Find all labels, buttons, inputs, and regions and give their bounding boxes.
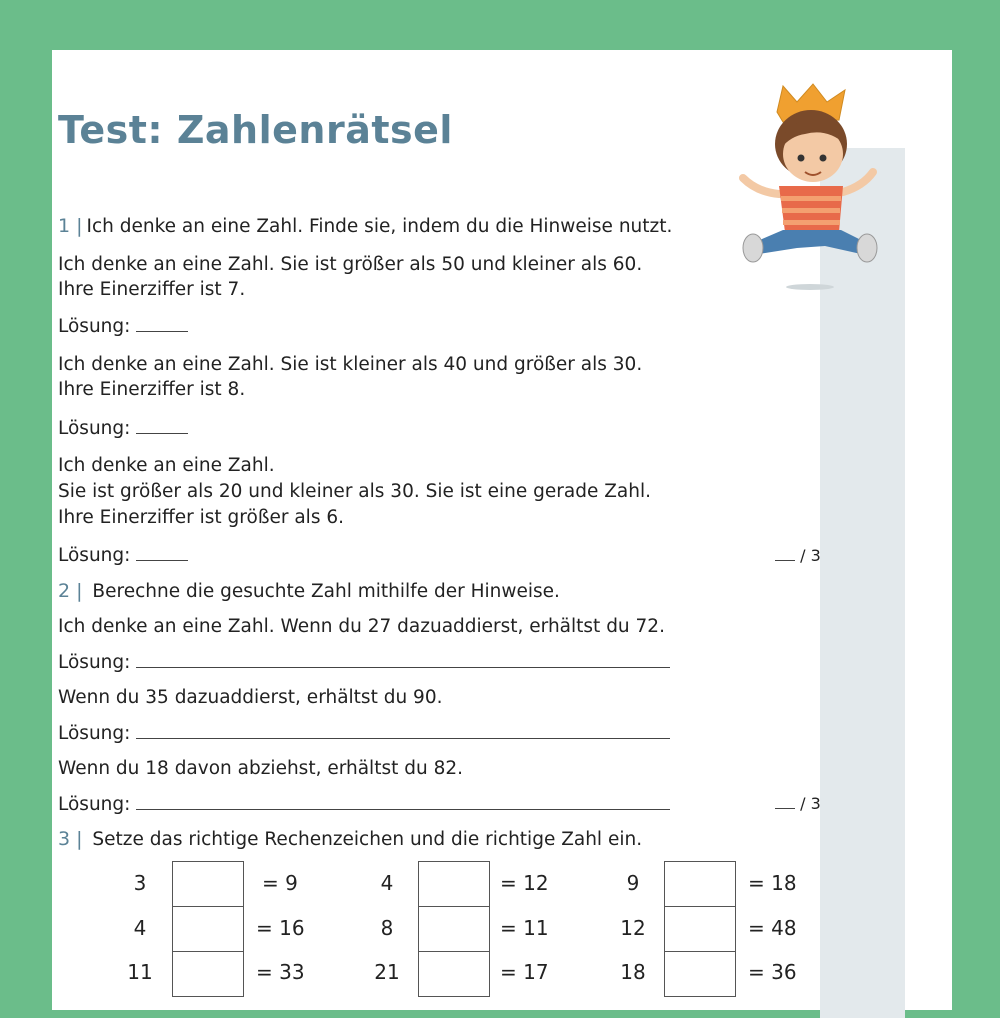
grid-operand: 8	[380, 916, 394, 940]
boy-with-crown-illustration	[735, 82, 885, 297]
answer-box[interactable]	[664, 906, 736, 952]
task-number: 3 |	[58, 828, 83, 850]
grid-result: = 33	[256, 960, 305, 984]
answer-box[interactable]	[664, 861, 736, 907]
solution-label: Lösung:	[58, 418, 131, 439]
answer-box[interactable]	[418, 861, 490, 907]
solution-label: Lösung:	[58, 794, 131, 815]
solution-label: Lösung:	[58, 723, 131, 744]
score-total: / 3	[800, 546, 821, 565]
grid-operand: 21	[374, 960, 400, 984]
riddle-text: Ich denke an eine Zahl. Sie ist kleiner als 40 und größer als 30.	[58, 354, 643, 375]
solution-row	[58, 543, 188, 568]
solution-label: Lösung:	[58, 652, 131, 673]
grid-result: = 16	[256, 916, 305, 940]
answer-blank[interactable]	[136, 724, 670, 739]
answer-box[interactable]	[172, 861, 244, 907]
answer-box[interactable]	[418, 906, 490, 952]
riddle-text: Ich denke an eine Zahl.	[58, 455, 275, 476]
score-task1	[775, 546, 821, 565]
grid-result: = 48	[748, 916, 797, 940]
answer-box[interactable]	[418, 951, 490, 997]
solution-row	[58, 721, 670, 746]
answer-blank[interactable]	[136, 317, 188, 332]
grid-operand: 4	[133, 916, 147, 940]
grid-operand: 3	[133, 871, 147, 895]
page-title: Test: Zahlenrätsel	[58, 108, 453, 152]
grid-result: = 17	[500, 960, 549, 984]
solution-row	[58, 650, 670, 675]
task-instruction: Setze das richtige Rechenzeichen und die richtige Zahl ein.	[92, 829, 643, 850]
task-number: 2 |	[58, 580, 83, 602]
task-instruction: Ich denke an eine Zahl. Finde sie, indem du die Hinweise nutzt.	[86, 216, 673, 237]
grid-operand: 18	[620, 960, 646, 984]
solution-row	[58, 314, 188, 339]
solution-label: Lösung:	[58, 316, 131, 337]
grid-operand: 9	[626, 871, 640, 895]
score-total: / 3	[800, 794, 821, 813]
riddle-text: Wenn du 35 dazuaddierst, erhältst du 90.	[58, 687, 443, 708]
solution-row	[58, 416, 188, 441]
grid-operand: 12	[620, 916, 646, 940]
task1-header	[58, 214, 672, 239]
score-blank[interactable]	[775, 796, 795, 809]
grid-result: = 12	[500, 871, 549, 895]
answer-box[interactable]	[172, 906, 244, 952]
grid-result: = 36	[748, 960, 797, 984]
riddle-text: Ihre Einerziffer ist größer als 6.	[58, 507, 344, 528]
answer-blank[interactable]	[136, 419, 188, 434]
answer-blank[interactable]	[136, 653, 670, 668]
grid-operand: 11	[127, 960, 153, 984]
riddle-text: Wenn du 18 davon abziehst, erhältst du 82.	[58, 758, 463, 779]
answer-box[interactable]	[664, 951, 736, 997]
grid-result: = 11	[500, 916, 549, 940]
answer-box[interactable]	[172, 951, 244, 997]
riddle-text: Ihre Einerziffer ist 7.	[58, 279, 246, 300]
answer-blank[interactable]	[136, 795, 670, 810]
grid-result: = 18	[748, 871, 797, 895]
riddle-text: Ihre Einerziffer ist 8.	[58, 379, 246, 400]
score-task2	[775, 794, 821, 813]
riddle-text: Ich denke an eine Zahl. Wenn du 27 dazuaddierst, erhältst du 72.	[58, 616, 665, 637]
task3-header	[58, 827, 642, 852]
score-blank[interactable]	[775, 548, 795, 561]
answer-blank[interactable]	[136, 546, 188, 561]
riddle-text: Sie ist größer als 20 und kleiner als 30. Sie ist eine gerade Zahl.	[58, 481, 651, 502]
riddle-text: Ich denke an eine Zahl. Sie ist größer als 50 und kleiner als 60.	[58, 254, 643, 275]
task2-header	[58, 579, 560, 604]
grid-operand: 4	[380, 871, 394, 895]
grid-result: = 9	[262, 871, 298, 895]
task-number: 1 |	[58, 215, 83, 237]
solution-label: Lösung:	[58, 545, 131, 566]
solution-row	[58, 792, 670, 817]
task-instruction: Berechne die gesuchte Zahl mithilfe der Hinweise.	[92, 581, 560, 602]
